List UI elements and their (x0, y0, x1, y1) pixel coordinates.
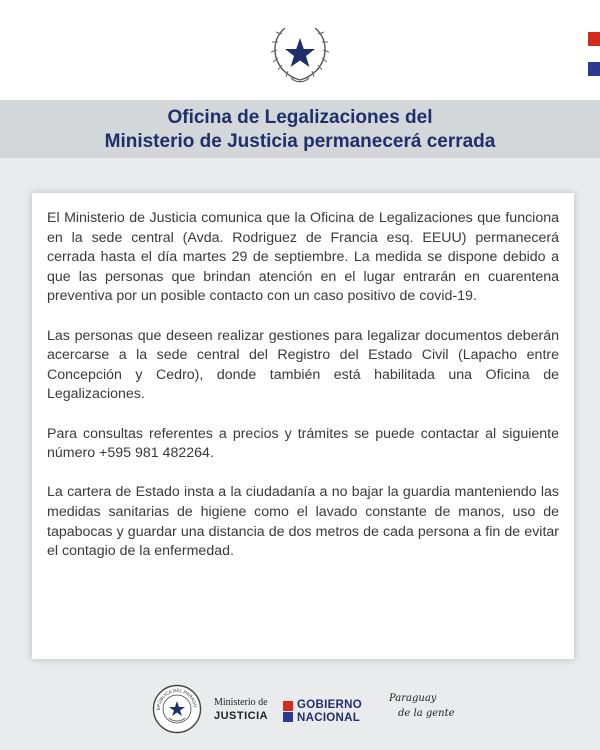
gobierno-line-1: GOBIERNO (297, 699, 363, 711)
paragraph-4: La cartera de Estado insta a la ciudadanía a no bajar la guardia manteniendo las medidas sanitarias de higiene como el lavado constante de manos, uso de tapabocas y guardar una distancia de dos metros de cada persona a fin de evitar el contagio de la enfermedad. (47, 484, 559, 560)
title-line-1: Oficina de Legalizaciones del (167, 107, 433, 128)
ministry-label-big: JUSTICIA (214, 710, 269, 722)
ministry-label-small: Ministerio de (214, 697, 268, 708)
paraguay-slogan-line-2: de la gente (398, 708, 455, 719)
title-line-2: Ministerio de Justicia permanecerá cerrada (104, 131, 496, 152)
republic-seal-icon (152, 684, 202, 734)
flag-red-stripe (588, 32, 600, 46)
flag-blue-stripe (588, 62, 600, 76)
paragraph-1: El Ministerio de Justicia comunica que la Oficina de Legalizaciones que funciona en la sede central (Avda. Rodriguez de Francia esq. EEUU) permanecerá cerrada hasta el día martes 29 de septiembre. La medida se dispone debido a que las personas que brindan atención en el lugar entrarán en cuarentena preventiva por un posible contacto con un caso positivo de covid-19. (47, 210, 559, 305)
seal-text: EPÚBLICA DEL PARAGU (155, 687, 198, 711)
page-title (0, 106, 600, 154)
gobierno-flag-mark-icon (283, 701, 293, 722)
paragraph-3: Para consultas referentes a precios y trámites se puede contactar al siguiente número +595 981 482264. (47, 425, 559, 462)
paragraph-2: Las personas que deseen realizar gestiones para legalizar documentos deberán acercarse a la sede central del Registro del Estado Civil (Lapacho entre Concepción y Cedro), donde también está habilitada una Oficina de Legalizaciones. (47, 327, 559, 403)
announcement-body (47, 209, 559, 581)
star-laurel-emblem-icon (263, 20, 337, 86)
gobierno-line-2: NACIONAL (297, 712, 361, 724)
paraguay-slogan-line-1: Paraguay (389, 693, 437, 704)
